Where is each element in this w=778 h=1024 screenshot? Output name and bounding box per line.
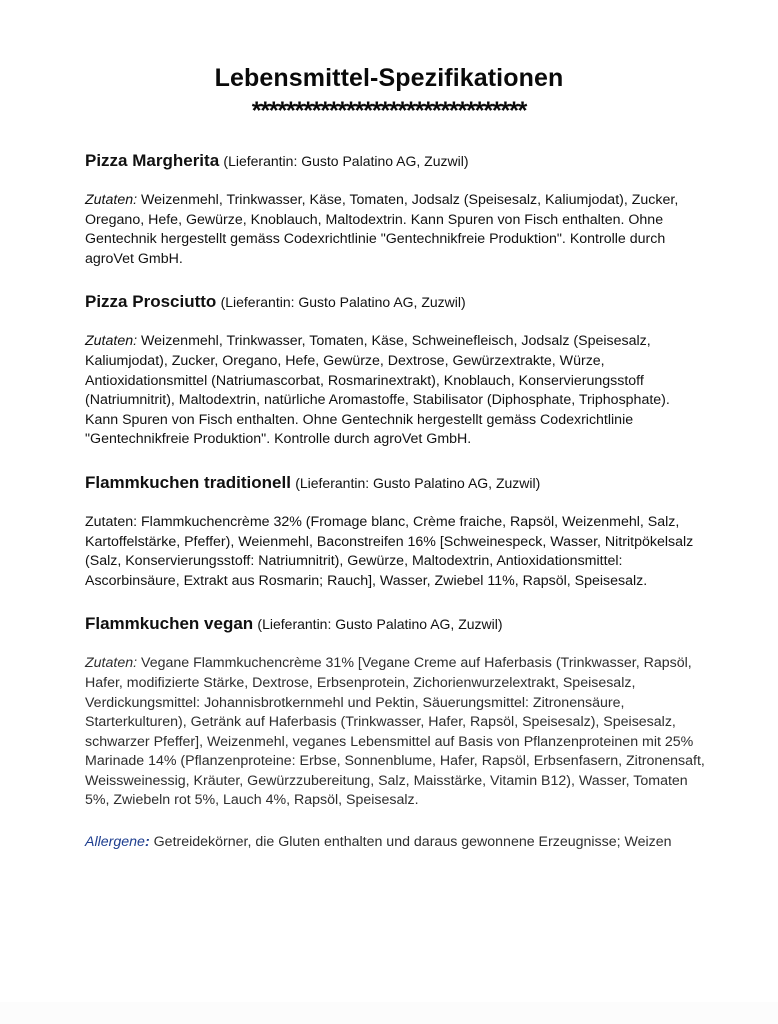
ingredients-label: Zutaten: (85, 192, 138, 208)
product-ingredients (85, 191, 705, 269)
page-bottom-edge (0, 1002, 778, 1024)
product-name: Flammkuchen vegan (85, 614, 254, 634)
product-section-pizza-margherita (85, 150, 705, 269)
ingredients-text: Weizenmehl, Trinkwasser, Käse, Tomaten, Jodsalz (Speisesalz, Kaliumjodat), Zucker, Oregano, Hefe, Gewürze, Knoblauch, Maltodextrin. Kann Spuren von Fisch enthalten. Ohne Gentechnik hergestellt gemäss Codexrichtlinie "Gentechnikfreie Produktion". Kontrolle durch agroVet GmbH. (85, 192, 679, 267)
product-ingredients (85, 654, 705, 811)
product-ingredients (85, 332, 705, 450)
product-ingredients (85, 513, 705, 591)
ingredients-label: Zutaten: (85, 655, 138, 672)
product-heading (85, 150, 705, 173)
product-supplier: (Lieferantin: Gusto Palatino AG, Zuzwil) (257, 616, 503, 633)
ingredients-text: Vegane Flammkuchencrème 31% [Vegane Creme auf Haferbasis (Trinkwasser, Rapsöl, Hafer, modifizierte Stärke, Dextrose, Erbsenprotein, Zichorienwurzelextrakt, Speisesalz, Verdickungsmittel: Johannisbrotkernmehl und Pektin, Säuerungsmittel: Zitronensäure, Starterkulturen), Getränk auf Haferbasis (Trinkwasser, Hafer, Rapsöl, Speisesalz), Speisesalz, schwarzer Pfeffer], Weizenmehl, veganes Lebensmittel auf Basis von Pflanzenproteinen mit 25% Marinade 14% (Pflanzenproteine: Erbse, Sonnenblume, Hafer, Rapsöl, Erbsenfasern, Zitronensaft, Weissweinessig, Kräuter, Gewürzzubereitung, Salz, Maisstärke, Vitamin B12), Wasser, Tomaten 5%, Zwiebeln rot 5%, Lauch 4%, Rapsöl, Speisesalz. (85, 655, 705, 809)
ingredients-label: Zutaten: (85, 333, 138, 350)
ingredients-text: Weizenmehl, Trinkwasser, Tomaten, Käse, Schweinefleisch, Jodsalz (Speisesalz, Kaliumjodat), Zucker, Oregano, Hefe, Gewürze, Dextrose, Gewürzextrakte, Würze, Antioxidationsmittel (Natriumascorbat, Rosmarinextrakt), Knoblauch, Konservierungsstoff (Natriumnitrit), Maltodextrin, natürliche Aromastoffe, Stabilisator (Diphosphate, Triphosphate). Kann Spuren von Fisch enthalten. Ohne Gentechnik hergestellt gemäss Codexrichtlinie "Gentechnikfreie Produktion". Kontrolle durch agroVet GmbH. (85, 333, 670, 448)
product-supplier: (Lieferantin: Gusto Palatino AG, Zuzwil) (223, 153, 469, 169)
product-section-flammkuchen-vegan (85, 613, 705, 852)
product-section-pizza-prosciutto (85, 291, 705, 450)
ingredients-text: Flammkuchencrème 32% (Fromage blanc, Crème fraiche, Rapsöl, Weizenmehl, Salz, Kartoffelstärke, Pfeffer), Weienmehl, Baconstreifen 16% [Schweinespeck, Wasser, Nitritpökelsalz (Salz, Konservierungsstoff: Natriumnitrit), Gewürze, Maltodextrin, Antioxidationsmittel: Ascorbinsäure, Extrakt aus Rosmarin; Rauch], Wasser, Zwiebel 11%, Rapsöl, Speisesalz. (85, 513, 694, 589)
product-heading (85, 472, 705, 495)
allergen-label: Allergene (85, 834, 145, 851)
ingredients-label: Zutaten: (85, 513, 138, 530)
product-heading (85, 613, 705, 636)
allergen-colon: : (144, 834, 150, 851)
product-supplier: (Lieferantin: Gusto Palatino AG, Zuzwil) (295, 474, 541, 491)
allergen-text: Getreidekörner, die Gluten enthalten und daraus gewonnene Erzeugnisse; Weizen (153, 834, 672, 851)
allergen-info (85, 833, 705, 853)
product-name: Pizza Prosciutto (85, 292, 217, 312)
product-supplier: (Lieferantin: Gusto Palatino AG, Zuzwil) (220, 294, 466, 311)
product-section-flammkuchen-traditionell (85, 472, 705, 591)
product-heading (85, 291, 705, 314)
title-separator: ******************************** (251, 97, 527, 125)
product-name: Pizza Margherita (85, 151, 220, 170)
product-name: Flammkuchen traditionell (85, 472, 291, 492)
product-list (85, 150, 705, 853)
page-title: Lebensmittel-Spezifikationen (214, 64, 564, 92)
